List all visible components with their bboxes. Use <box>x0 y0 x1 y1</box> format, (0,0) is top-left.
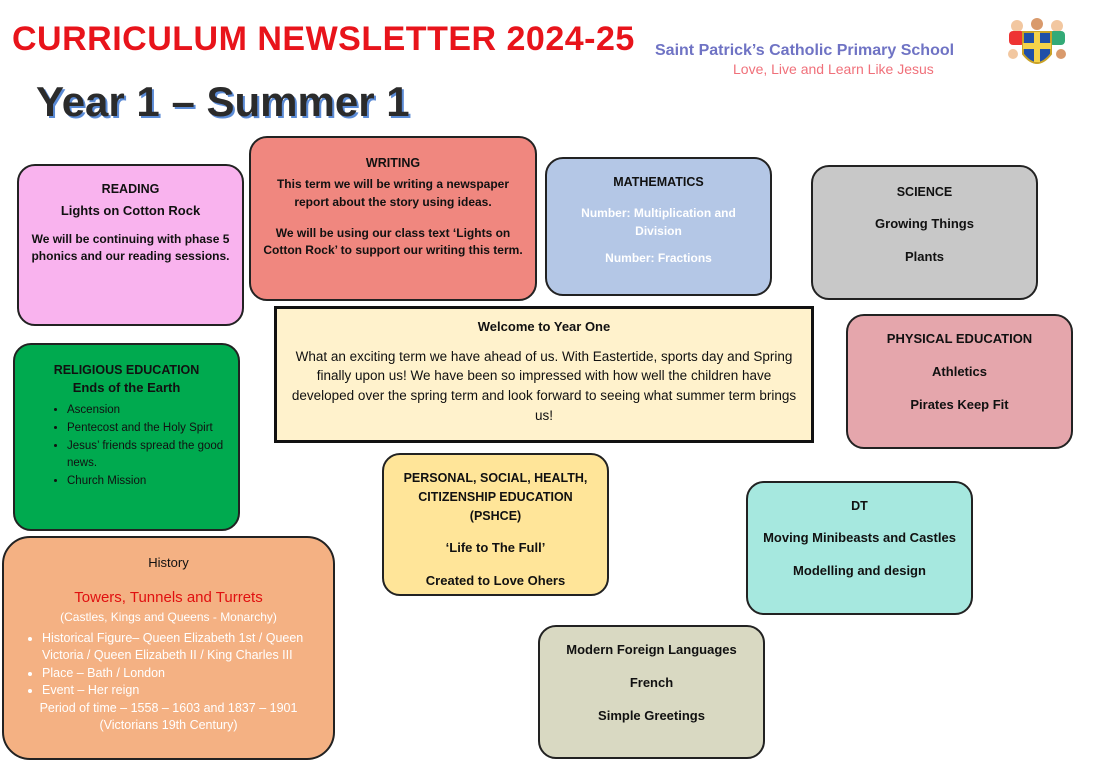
school-motto: Love, Live and Learn Like Jesus <box>733 61 934 77</box>
pe-panel <box>846 314 1073 449</box>
history-heading: History <box>148 555 189 570</box>
history-panel <box>2 536 335 760</box>
school-crest-icon <box>1003 16 1071 76</box>
re-panel <box>13 343 240 531</box>
list-item: • Jesus’ friends spread the good news. <box>67 438 228 474</box>
pshce-item-2: Created to Love Ohers <box>425 573 566 589</box>
dt-panel <box>746 481 973 615</box>
writing-panel <box>249 136 537 301</box>
mfl-panel <box>538 625 765 759</box>
pshce-heading: PERSONAL, SOCIAL, HEALTH, CITIZENSHIP EDUCATION (PSHCE) <box>403 471 588 523</box>
list-item: • Church Mission <box>67 473 228 491</box>
pe-item-1: Athletics <box>932 363 987 379</box>
list-item: • Pentecost and the Holy Spirt <box>67 420 228 438</box>
dt-item-2: Modelling and design <box>793 562 926 578</box>
school-name: Saint Patrick’s Catholic Primary School <box>655 42 955 59</box>
mfl-item-2: Simple Greetings <box>598 707 705 723</box>
history-list <box>16 630 321 700</box>
mfl-heading: Modern Foreign Languages <box>566 642 737 657</box>
list-item: • Place – Bath / London <box>42 665 321 683</box>
science-heading: SCIENCE <box>896 185 953 199</box>
reading-topic: Lights on Cotton Rock <box>60 203 201 219</box>
list-item: • Historical Figure– Queen Elizabeth 1st / Queen Victoria / Queen Elizabeth II / King Charles III <box>42 630 321 665</box>
pshce-panel <box>382 453 609 596</box>
maths-item-2: Number: Fractions <box>605 250 712 265</box>
welcome-panel <box>274 306 814 443</box>
history-era: (Victorians 19th Century) <box>99 718 238 733</box>
science-item-2: Plants <box>904 248 944 264</box>
writing-para-1: This term we will be writing a newspaper report about the story using ideas. <box>276 177 510 209</box>
writing-heading: WRITING <box>365 156 421 170</box>
writing-para-2: We will be using our class text ‘Lights on Cotton Rock’ to support our writing this term. <box>263 225 523 258</box>
dt-item-1: Moving Minibeasts and Castles <box>763 530 956 546</box>
history-subtopic: (Castles, Kings and Queens - Monarchy) <box>60 609 277 624</box>
dt-heading: DT <box>851 499 868 513</box>
list-item: • Event – Her reign <box>42 682 321 700</box>
re-heading: RELIGIOUS EDUCATION <box>53 363 200 377</box>
re-list <box>25 402 228 491</box>
pe-heading: PHYSICAL EDUCATION <box>886 331 1033 346</box>
pe-item-2: Pirates Keep Fit <box>910 396 1009 412</box>
pshce-item-1: ‘Life to The Full’ <box>445 540 546 556</box>
maths-heading: MATHEMATICS <box>613 175 704 189</box>
list-item: • Ascension <box>67 402 228 420</box>
maths-item-1: Number: Multiplication and Division <box>581 206 736 238</box>
history-topic: Towers, Tunnels and Turrets <box>74 588 263 606</box>
re-topic: Ends of the Earth <box>72 380 181 396</box>
welcome-body: What an exciting term we have ahead of us. With Eastertide, sports day and Spring finally upon us! We have been so impressed with how well the children have developed over the spring term and look forward to seeing what summer term brings us! <box>291 348 797 423</box>
mfl-item-1: French <box>629 674 674 690</box>
maths-panel <box>545 157 772 296</box>
welcome-heading: Welcome to Year One <box>477 319 611 334</box>
newsletter-title: CURRICULUM NEWSLETTER 2024-25 <box>12 20 635 58</box>
reading-heading: READING <box>101 182 160 196</box>
science-panel <box>811 165 1038 300</box>
history-period: Period of time – 1558 – 1603 and 1837 – 1901 <box>39 700 298 715</box>
science-item-1: Growing Things <box>875 216 974 232</box>
reading-body: We will be continuing with phase 5 phonics and our reading sessions. <box>31 231 230 264</box>
term-title: Year 1 – Summer 1 <box>36 78 410 125</box>
reading-panel <box>17 164 244 326</box>
